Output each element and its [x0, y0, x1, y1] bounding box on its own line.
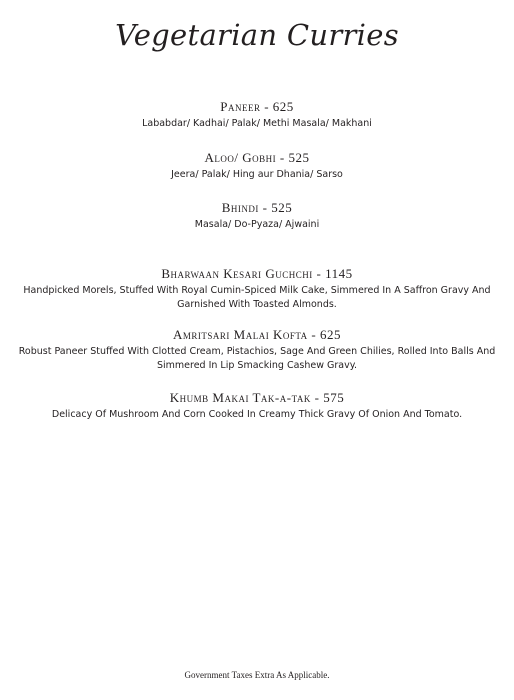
menu-item-description: Jeera/ Palak/ Hing aur Dhania/ Sarso	[171, 169, 343, 180]
menu-item-heading: Paneer - 625	[220, 99, 294, 114]
menu-item-description: Lababdar/ Kadhai/ Palak/ Methi Masala/ Makhani	[142, 118, 372, 129]
menu-item-bharwaan-kesari-guchchi	[0, 266, 514, 312]
menu-item-paneer	[0, 99, 514, 131]
menu-item-bhindi	[0, 200, 514, 232]
menu-item-heading: Khumb Makai Tak-a-tak - 575	[169, 390, 345, 405]
menu-item-description: Handpicked Morels, Stuffed With Royal Cumin-Spiced Milk Cake, Simmered In A Saffron Gravy And Garnished With Toasted Almonds.	[23, 285, 491, 310]
menu-item-description: Delicacy Of Mushroom And Corn Cooked In Creamy Thick Gravy Of Onion And Tomato.	[51, 409, 463, 420]
tax-footnote: Government Taxes Extra As Applicable.	[184, 670, 330, 680]
menu-item-description: Masala/ Do-Pyaza/ Ajwaini	[194, 219, 320, 230]
menu-item-description: Robust Paneer Stuffed With Clotted Cream, Pistachios, Sage And Green Chilies, Rolled Into Balls And Simmered In Lip Smacking Cashew Gravy.	[18, 346, 496, 371]
menu-item-heading: Bhindi - 525	[221, 200, 293, 215]
menu-item-amritsari-malai-kofta	[0, 327, 514, 373]
menu-item-heading: Bharwaan Kesari Guchchi - 1145	[161, 266, 353, 281]
page-title: Vegetarian Curries	[115, 18, 399, 52]
menu-item-aloo-gobhi	[0, 150, 514, 182]
menu-item-heading: Amritsari Malai Kofta - 625	[173, 327, 341, 342]
menu-item-heading: Aloo/ Gobhi - 525	[204, 150, 310, 165]
menu-item-khumb-makai-tak-a-tak	[0, 390, 514, 422]
